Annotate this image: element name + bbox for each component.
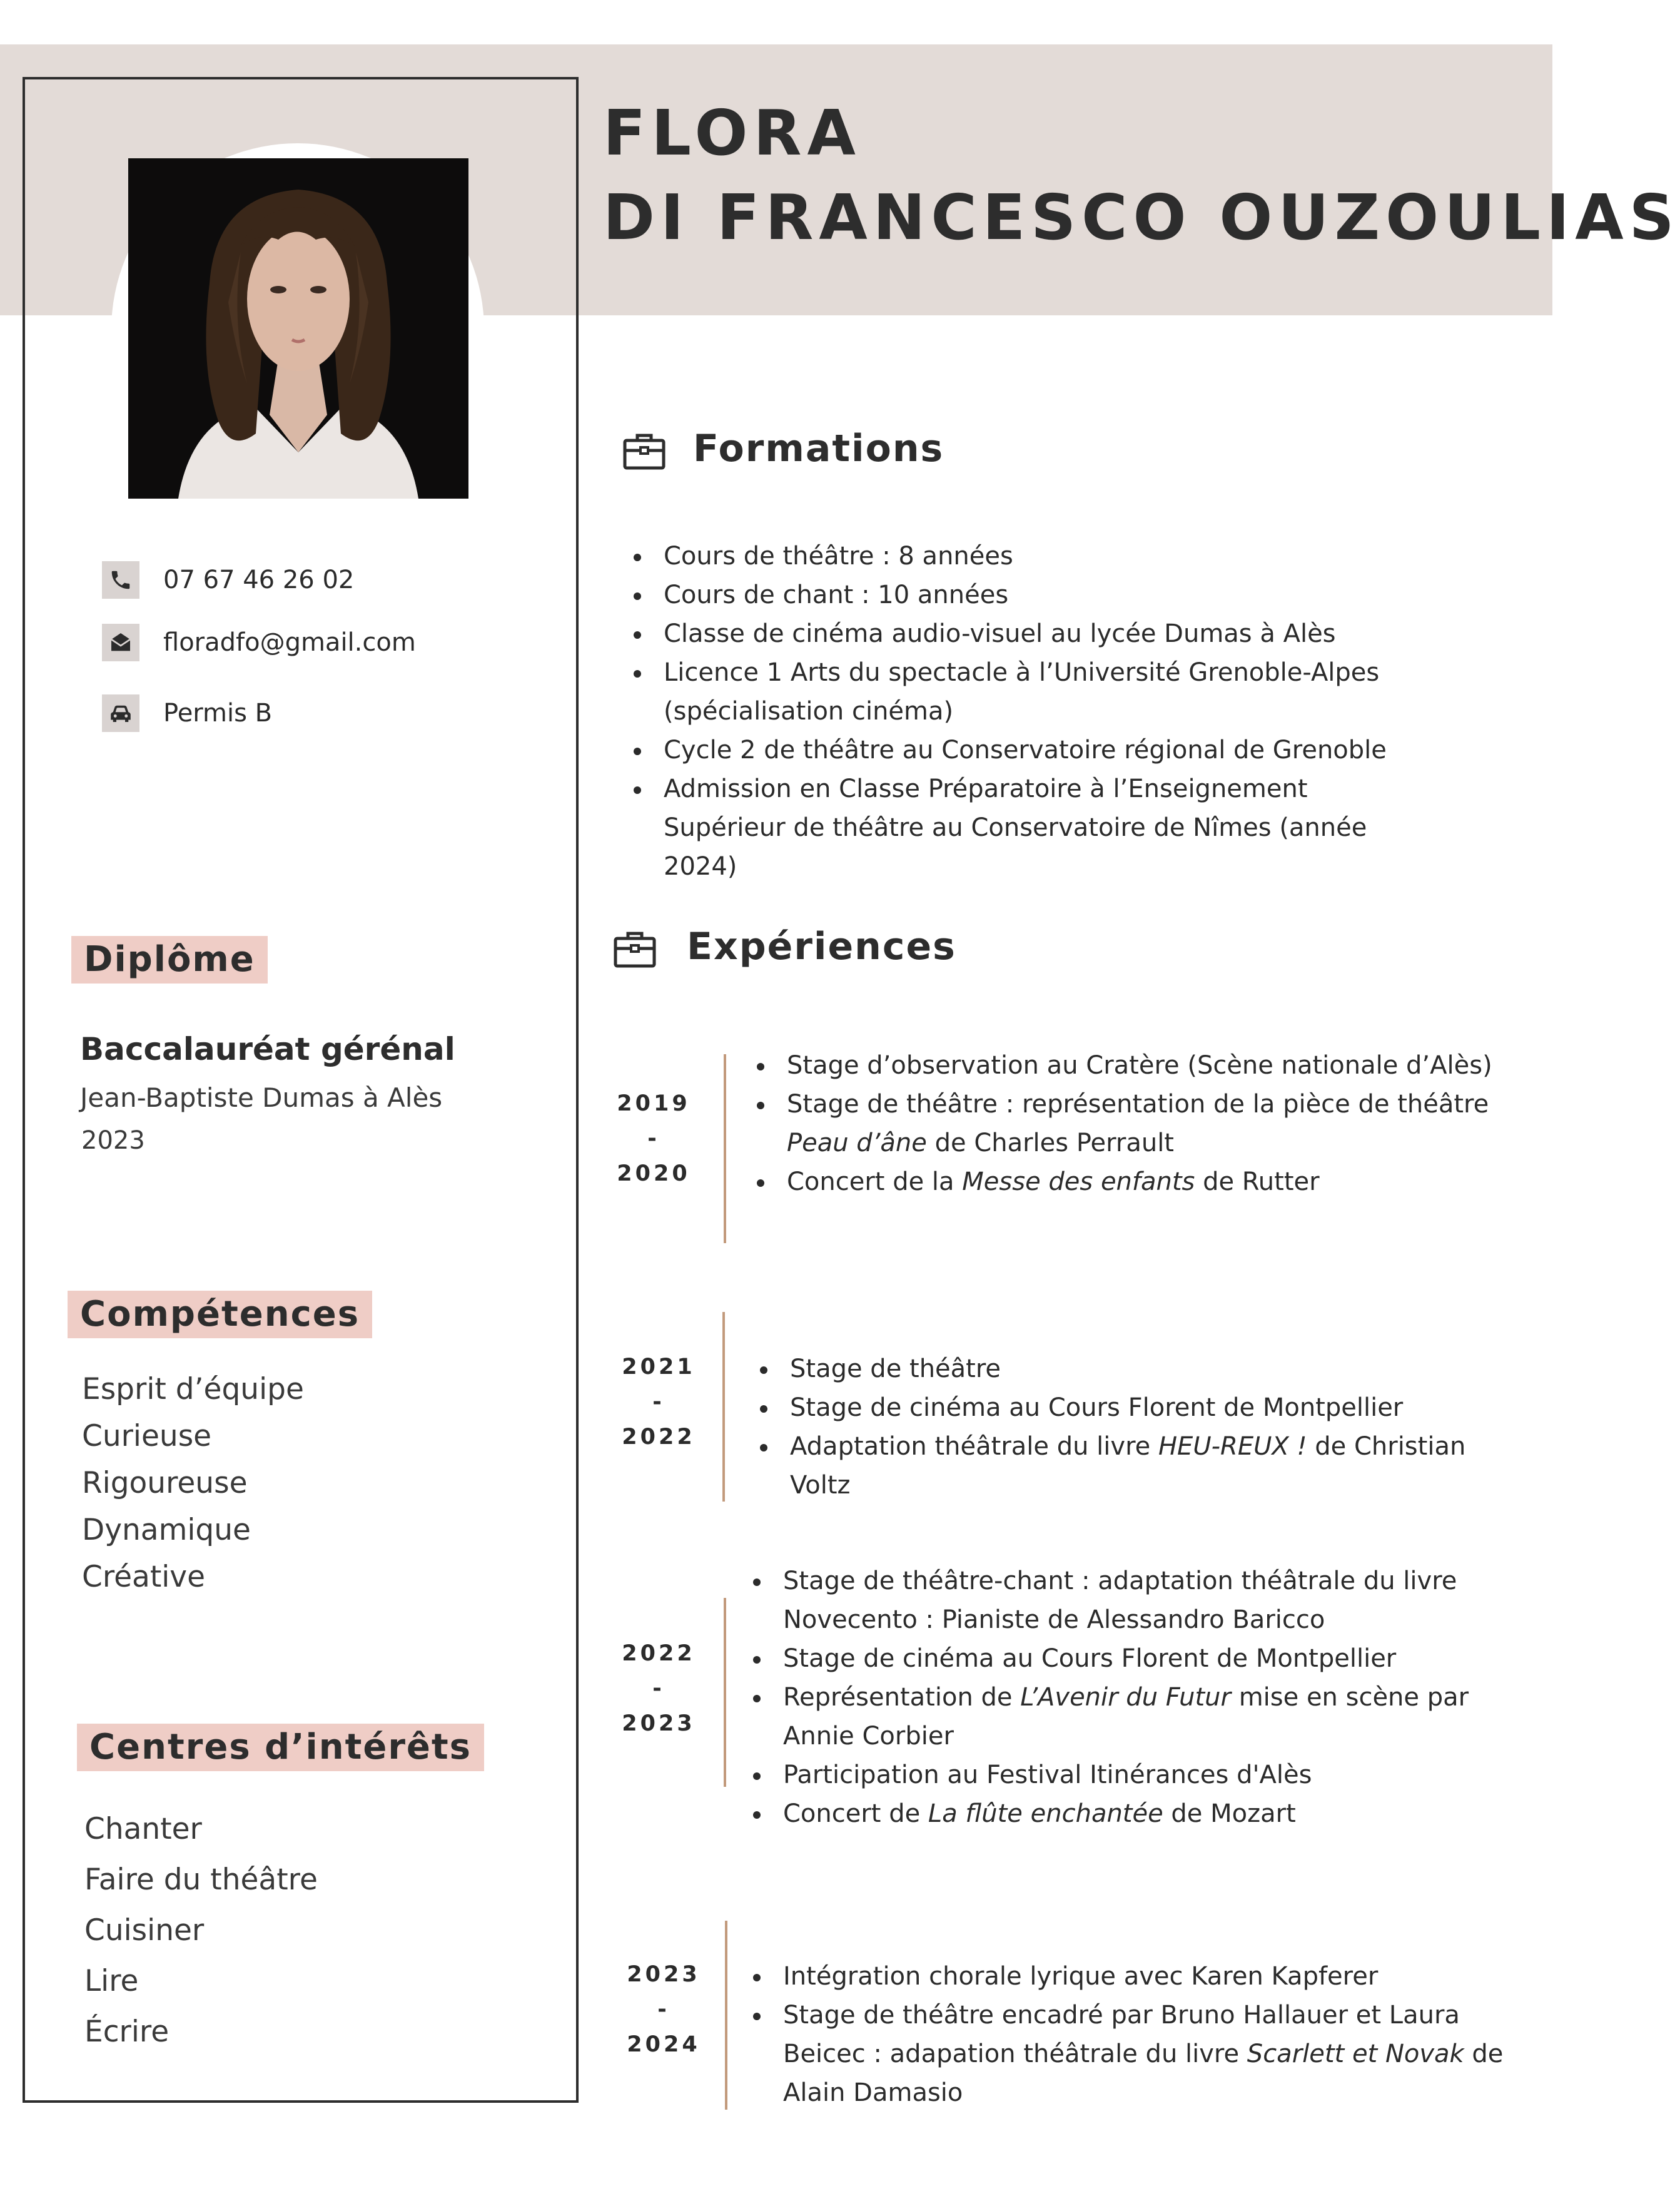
year-end: 2022 — [622, 1425, 696, 1450]
year-separator: - — [657, 1997, 670, 2022]
car-icon — [102, 694, 139, 732]
competences-list — [82, 1366, 304, 1600]
item-text: Intégration chorale lyrique avec Karen Kapferer — [783, 1962, 1379, 1991]
diplome-heading: Diplôme — [71, 936, 268, 984]
item-text: Stage de théâtre : représentation de la pièce de théâtre — [787, 1090, 1489, 1119]
italic-title: Peau d’âne — [787, 1129, 927, 1157]
italic-title: La flûte enchantée — [928, 1799, 1163, 1828]
competence-item: Rigoureuse — [82, 1466, 248, 1500]
interets-heading: Centres d’intérêts — [77, 1724, 484, 1771]
interet-item: Faire du théâtre — [84, 1863, 318, 1897]
year-start: 2022 — [622, 1641, 696, 1666]
competence-item: Curieuse — [82, 1419, 212, 1453]
experience-years — [615, 1350, 702, 1455]
interet-item: Chanter — [84, 1812, 202, 1846]
formation-item: Cycle 2 de théâtre au Conservatoire régional de Grenoble — [664, 731, 1445, 770]
experience-item — [783, 1996, 1534, 2112]
italic-title: HEU-REUX ! — [1158, 1432, 1307, 1461]
name-last: DI FRANCESCO OUZOULIAS — [603, 181, 1680, 254]
experience-list — [790, 1350, 1522, 1505]
competence-item: Créative — [82, 1560, 206, 1594]
interet-item: Écrire — [84, 2015, 170, 2049]
experience-item — [783, 1562, 1527, 1639]
name-first: FLORA — [603, 96, 861, 170]
interet-item: Lire — [84, 1964, 139, 1998]
envelope-icon — [102, 624, 139, 661]
year-separator: - — [652, 1390, 665, 1415]
competences-heading: Compétences — [68, 1291, 372, 1338]
competence-item: Dynamique — [82, 1513, 251, 1547]
year-separator: - — [652, 1676, 665, 1701]
item-text: Participation au Festival Itinérances d'Alès — [783, 1761, 1312, 1789]
italic-title: Messe des enfants — [962, 1167, 1195, 1196]
email-address: floradfo@gmail.com — [163, 628, 416, 657]
formations-heading: Formations — [693, 427, 944, 470]
timeline-line — [722, 1312, 725, 1502]
formations-list — [664, 537, 1445, 886]
experience-item — [790, 1350, 1522, 1388]
diplome-year: 2023 — [81, 1126, 145, 1155]
year-start: 2023 — [627, 1962, 701, 1987]
interets-list — [84, 1804, 318, 2057]
experience-item — [783, 1794, 1527, 1833]
italic-title: Scarlett et Novak — [1247, 2040, 1464, 2068]
year-end: 2024 — [627, 2032, 701, 2057]
contact-phone-row — [102, 561, 354, 599]
diplome-title: Baccalauréat gérénal — [80, 1031, 455, 1067]
competence-item: Esprit d’équipe — [82, 1372, 304, 1406]
experience-item — [787, 1085, 1519, 1162]
timeline-line — [724, 1598, 726, 1787]
year-separator: - — [647, 1126, 660, 1151]
year-end: 2020 — [617, 1161, 691, 1186]
italic-title: L’Avenir du Futur — [1020, 1683, 1231, 1712]
experience-item — [783, 1678, 1527, 1756]
year-start: 2019 — [617, 1091, 691, 1116]
formation-item: Classe de cinéma audio-visuel au lycée Dumas à Alès — [664, 614, 1445, 653]
item-text: de Christian Voltz — [790, 1432, 1466, 1500]
experience-list — [787, 1046, 1519, 1201]
contact-license-row — [102, 694, 272, 732]
formation-item: Cours de chant : 10 années — [664, 576, 1445, 614]
contact-email-row — [102, 624, 416, 661]
briefcase-icon — [622, 432, 666, 473]
timeline-line — [725, 1921, 727, 2110]
timeline-line — [724, 1054, 726, 1243]
item-text: Stage de théâtre — [790, 1355, 1001, 1383]
experience-item — [787, 1162, 1519, 1201]
item-text: Concert de — [783, 1799, 928, 1828]
item-text: Stage de cinéma au Cours Florent de Montpellier — [790, 1393, 1404, 1422]
item-text: Stage d’observation au Cratère (Scène nationale d’Alès) — [787, 1051, 1492, 1080]
experience-years — [620, 1957, 707, 2062]
item-text: mise en scène par Annie Corbier — [783, 1683, 1469, 1751]
item-text: de Rutter — [1195, 1167, 1320, 1196]
experience-item — [783, 1756, 1527, 1794]
phone-icon — [102, 561, 139, 599]
experience-list — [783, 1957, 1534, 2112]
item-text: Stage de théâtre encadré par Bruno Hallauer et Laura Beicec : adapation théâtrale du livre — [783, 2001, 1460, 2068]
item-text: Stage de théâtre-chant : adaptation théâtrale du livre Novecento : Pianiste de Alessandro Baricco — [783, 1567, 1457, 1634]
experiences-heading: Expériences — [687, 925, 956, 968]
item-text: Concert de la — [787, 1167, 963, 1196]
item-text: de Charles Perrault — [926, 1129, 1174, 1157]
year-end: 2023 — [622, 1711, 696, 1736]
driving-license: Permis B — [163, 699, 273, 728]
experience-list — [783, 1562, 1527, 1833]
item-text: de Alain Damasio — [783, 2040, 1504, 2107]
experience-item — [783, 1957, 1534, 1996]
experience-item — [790, 1427, 1522, 1505]
interet-item: Cuisiner — [84, 1913, 205, 1948]
experience-item — [783, 1639, 1527, 1678]
item-text: Stage de cinéma au Cours Florent de Montpellier — [783, 1644, 1397, 1673]
phone-number: 07 67 46 26 02 — [163, 566, 355, 594]
experience-years — [615, 1636, 702, 1741]
formation-item: Admission en Classe Préparatoire à l’Enseignement Supérieur de théâtre au Conservatoire de Nîmes (année 2024) — [664, 770, 1420, 886]
formation-item: Licence 1 Arts du spectacle à l’Université Grenoble-Alpes (spécialisation cinéma) — [664, 653, 1383, 731]
profile-photo — [128, 158, 468, 499]
diplome-school: Jean-Baptiste Dumas à Alès — [80, 1082, 443, 1113]
experience-item — [787, 1046, 1519, 1085]
formation-item: Cours de théâtre : 8 années — [664, 537, 1445, 576]
year-start: 2021 — [622, 1355, 696, 1380]
item-text: Représentation de — [783, 1683, 1021, 1712]
item-text: Adaptation théâtrale du livre — [790, 1432, 1158, 1461]
experience-item — [790, 1388, 1522, 1427]
experience-years — [610, 1086, 697, 1191]
briefcase-icon — [613, 930, 657, 971]
item-text: de Mozart — [1163, 1799, 1296, 1828]
